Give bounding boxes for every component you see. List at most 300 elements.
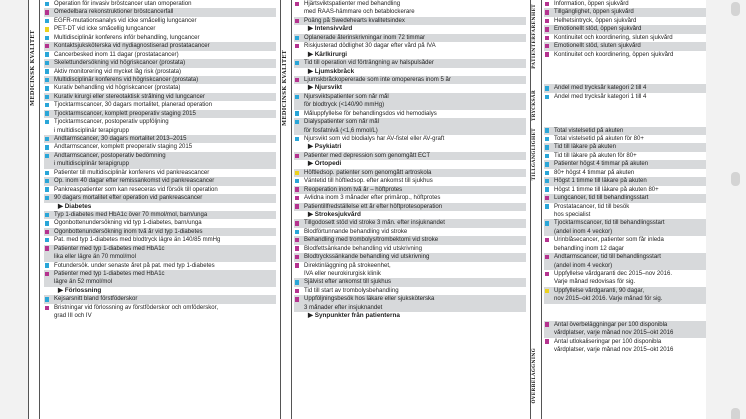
spacer-row bbox=[544, 59, 706, 67]
indicator-row bbox=[44, 211, 276, 219]
indicator-label: EGFR-mutationsanalys vid icke småcellig lungcancer bbox=[54, 17, 197, 24]
indicator-row bbox=[44, 160, 276, 168]
indicator-row bbox=[44, 304, 276, 312]
indicator-row bbox=[544, 346, 706, 354]
status-marker-icon bbox=[45, 137, 49, 141]
indicator-row bbox=[544, 211, 706, 219]
indicator-row bbox=[544, 0, 706, 8]
indicator-row bbox=[544, 236, 706, 244]
status-marker-icon bbox=[295, 196, 299, 200]
status-marker-icon bbox=[45, 120, 49, 124]
indicator-label: hos specialist bbox=[554, 211, 591, 218]
indicator-label: Helhetsintryck, öppen sjukvård bbox=[554, 17, 637, 24]
indicator-label: Avlidna inom 3 månader efter primärop., höftprotes bbox=[304, 195, 441, 202]
indicator-label: med RAAS-hämmare och betablockerare bbox=[304, 9, 415, 16]
indicator-row bbox=[544, 135, 706, 143]
indicator-label: Typ 1-diabetes med HbA1c över 70 mmol/mol, barn/unga bbox=[54, 211, 208, 218]
status-marker-icon bbox=[45, 187, 49, 191]
status-marker-icon bbox=[295, 255, 299, 259]
indicator-row bbox=[44, 262, 276, 270]
indicator-label: Väntetid till höftledsop. efter ankomst till sjukhus bbox=[304, 178, 433, 185]
indicator-row bbox=[544, 34, 706, 42]
status-marker-icon bbox=[295, 78, 299, 82]
indicator-row bbox=[294, 177, 526, 185]
indicator-row bbox=[44, 312, 276, 320]
section-heading bbox=[294, 68, 526, 76]
indicator-row bbox=[544, 143, 706, 151]
status-marker-icon bbox=[545, 221, 549, 225]
indicator-label: Ändtarmscancer, postoperativ bedömning bbox=[54, 152, 166, 159]
indicator-label: Patienter till multidisciplinär konferens vid pankreascancer bbox=[54, 169, 210, 176]
indicator-row bbox=[294, 127, 526, 135]
status-marker-icon bbox=[545, 128, 549, 132]
status-marker-icon bbox=[45, 103, 49, 107]
indicator-label: Op. inom 40 dagar efter remissankomst vid pankreascancer bbox=[54, 178, 215, 185]
indicator-row bbox=[44, 118, 276, 126]
indicator-label: Uppföljningsbesök hos läkare eller sjuksköterska bbox=[304, 296, 435, 303]
indicator-row bbox=[44, 59, 276, 67]
scroll-handle-bottom[interactable] bbox=[731, 408, 740, 419]
indicator-row bbox=[294, 304, 526, 312]
indicator-row bbox=[544, 321, 706, 329]
indicator-label: Blodtryckssänkande behandling vid utskrivning bbox=[304, 254, 430, 261]
status-marker-icon bbox=[45, 238, 49, 242]
indicator-label: (andel inom 4 veckor) bbox=[554, 228, 613, 235]
indicator-row bbox=[44, 169, 276, 177]
indicator-row bbox=[544, 127, 706, 135]
indicator-row bbox=[44, 51, 276, 59]
status-marker-icon bbox=[545, 27, 549, 31]
indicator-label: ▶ Diabetes bbox=[58, 202, 92, 210]
indicator-row bbox=[294, 93, 526, 101]
indicator-label: Tid till operation vid förträngning av halspulsåder bbox=[304, 60, 434, 67]
status-marker-icon bbox=[545, 44, 549, 48]
indicator-label: Tid till läkare på akuten bbox=[554, 144, 616, 151]
indicator-row bbox=[294, 270, 526, 278]
status-marker-icon bbox=[295, 289, 299, 293]
status-marker-icon bbox=[295, 171, 299, 175]
indicator-row bbox=[294, 278, 526, 286]
indicator-label: Antal utlokaliseringar per 100 disponibla bbox=[554, 338, 662, 345]
indicator-row bbox=[294, 194, 526, 202]
indicator-row bbox=[44, 93, 276, 101]
status-marker-icon bbox=[45, 246, 49, 250]
indicator-row bbox=[294, 0, 526, 8]
spacer-row bbox=[544, 312, 706, 320]
indicator-row bbox=[44, 17, 276, 25]
indicator-label: Prostatacancer, tid till besök bbox=[554, 203, 630, 210]
indicator-label: Total vistelsetid på akuten för 80+ bbox=[554, 136, 644, 142]
indicator-row bbox=[294, 135, 526, 143]
indicator-label: Emotionellt stöd, sluten sjukvård bbox=[554, 43, 641, 50]
indicator-label: 90 dagars mortalitet efter operation vid pankreascancer bbox=[54, 195, 203, 202]
indicator-label: Kurativ behandling vid högriskcancer (prostata) bbox=[54, 85, 181, 92]
indicator-row bbox=[544, 169, 706, 177]
indicator-row bbox=[44, 186, 276, 194]
indicator-label: nov 2015–okt 2016. Varje månad för sig. bbox=[554, 296, 663, 303]
indicator-label: ▶ Kärlkirurgi bbox=[308, 50, 348, 58]
indicator-row bbox=[544, 186, 706, 194]
status-marker-icon bbox=[295, 221, 299, 225]
indicator-row bbox=[544, 84, 706, 92]
indicator-row bbox=[44, 0, 276, 8]
indicator-label: Kontinuitet och koordinering, sluten sjukvård bbox=[554, 34, 673, 41]
indicator-label: Självist efter ankomst till sjukhus bbox=[304, 279, 392, 286]
indicator-label: lägre än 52 mmol/mol bbox=[54, 279, 113, 286]
indicator-label: Kontinuitet och koordinering, öppen sjukvård bbox=[554, 51, 674, 58]
indicator-label: Bristningar vid förlossning av förstföderskor och omföderskor, bbox=[54, 304, 219, 311]
indicator-row bbox=[544, 42, 706, 50]
status-marker-icon bbox=[295, 2, 299, 6]
indicator-row bbox=[544, 219, 706, 227]
status-marker-icon bbox=[45, 145, 49, 149]
col3-sidebar bbox=[530, 0, 542, 419]
indicator-label: ▶ Ortopedi bbox=[308, 160, 342, 168]
status-marker-icon bbox=[45, 306, 49, 310]
col1-section-label: MEDICINSK KVALITET bbox=[30, 30, 36, 106]
status-marker-icon bbox=[45, 213, 49, 217]
status-marker-icon bbox=[295, 280, 299, 284]
indicator-label: lika eller lägre än 70 mmol/mol bbox=[54, 254, 137, 261]
indicator-label: grad III och IV bbox=[54, 313, 92, 320]
spacer-row bbox=[544, 76, 706, 84]
indicator-label: Reoperation inom två år – höftprotes bbox=[304, 186, 403, 193]
status-marker-icon bbox=[45, 179, 49, 183]
indicator-label: Högst 1 timme till läkare på akuten bbox=[554, 178, 647, 185]
col3-section-label-trycksar: TRYCKSÅR bbox=[532, 90, 537, 122]
indicator-label: ▶ Förlossning bbox=[58, 286, 102, 294]
status-marker-icon bbox=[295, 61, 299, 65]
status-marker-icon bbox=[45, 111, 49, 115]
indicator-row bbox=[544, 287, 706, 295]
status-marker-icon bbox=[545, 171, 549, 175]
indicator-row bbox=[44, 295, 276, 303]
indicator-label: ▶ Njursvikt bbox=[308, 84, 343, 92]
indicator-row bbox=[44, 101, 276, 109]
status-marker-icon bbox=[45, 44, 49, 48]
status-marker-icon bbox=[545, 255, 549, 259]
indicator-row bbox=[44, 42, 276, 50]
indicator-row bbox=[44, 236, 276, 244]
indicator-label: Blodfettsänkande behandling vid utskrivning bbox=[304, 245, 422, 252]
status-marker-icon bbox=[45, 221, 49, 225]
indicator-label: Poäng på Swedehearts kvalitetsindex bbox=[304, 17, 405, 24]
indicator-row bbox=[544, 25, 706, 33]
indicator-label: ▶ Intensivvård bbox=[308, 25, 353, 33]
indicator-label: Ögonbottenundersökning inom två år vid typ 1-diabetes bbox=[54, 228, 203, 235]
indicator-row bbox=[544, 160, 706, 168]
status-marker-icon bbox=[545, 154, 549, 158]
indicator-row bbox=[294, 287, 526, 295]
indicator-row bbox=[544, 51, 706, 59]
indicator-label: Aktiv monitorering vid mycket låg risk (prostata) bbox=[54, 68, 182, 75]
status-marker-icon bbox=[45, 95, 49, 99]
indicator-row bbox=[294, 8, 526, 16]
indicator-row bbox=[294, 253, 526, 261]
indicator-label: ▶ Ljumskbråck bbox=[308, 67, 355, 75]
status-marker-icon bbox=[45, 52, 49, 56]
status-marker-icon bbox=[295, 120, 299, 124]
indicator-row bbox=[44, 253, 276, 261]
status-marker-icon bbox=[545, 196, 549, 200]
col1-indicator-list bbox=[44, 0, 276, 321]
indicator-row bbox=[44, 152, 276, 160]
indicator-row bbox=[294, 169, 526, 177]
indicator-label: Uppfyllelse vårdgaranti dec 2015–nov 2016. bbox=[554, 271, 672, 277]
indicator-row bbox=[544, 262, 706, 270]
indicator-label: Ljumskbråckopererade som inte omopereras inom 5 år bbox=[304, 76, 451, 83]
indicator-label: Direktinläggning på strokeenhet, bbox=[304, 262, 391, 269]
indicator-label: ▶ Synpunkter från patienterna bbox=[308, 312, 400, 320]
indicator-row bbox=[44, 84, 276, 92]
status-marker-icon bbox=[545, 10, 549, 14]
col3-indicator-list bbox=[544, 0, 706, 354]
status-marker-icon bbox=[45, 196, 49, 200]
indicator-label: Ändtarmscancer, 30 dagars mortalitet 2013–2015 bbox=[54, 136, 187, 142]
indicator-row bbox=[294, 42, 526, 50]
indicator-label: Tillgänglighet, öppen sjukvård bbox=[554, 9, 634, 16]
status-marker-icon bbox=[45, 10, 49, 14]
indicator-row bbox=[294, 203, 526, 211]
status-marker-icon bbox=[545, 179, 549, 183]
indicator-label: Multidisciplinär konferens inför behandling, lungcancer bbox=[54, 34, 200, 41]
status-marker-icon bbox=[545, 2, 549, 6]
indicator-label: Multidisciplinär konferens vid högriskcancer (prostata) bbox=[54, 76, 199, 83]
status-marker-icon bbox=[545, 272, 549, 276]
indicator-label: Måluppfyllelse för behandlingsdos vid hemodialys bbox=[304, 110, 437, 117]
indicator-label: IVA eller neurokirurgisk klinik bbox=[304, 271, 381, 277]
status-marker-icon bbox=[45, 19, 49, 23]
indicator-label: Kurativ kirurgi eller stereotaktisk strålning vid lungcancer bbox=[54, 93, 205, 100]
indicator-label: Kejsarsnitt bland förstföderskor bbox=[54, 296, 138, 303]
status-marker-icon bbox=[45, 230, 49, 234]
indicator-label: Riskjusterad dödlighet 30 dagar efter vård på IVA bbox=[304, 43, 436, 50]
status-marker-icon bbox=[295, 187, 299, 191]
indicator-label: Varje månad redovisas för sig. bbox=[554, 279, 636, 286]
indicator-label: för fosfatnivå (<1,6 mmol/L) bbox=[304, 127, 378, 134]
col3-section-label-tillganglighet: TILLGÄNGLIGHET bbox=[532, 128, 537, 181]
section-heading bbox=[294, 160, 526, 168]
status-marker-icon bbox=[45, 78, 49, 82]
indicator-row bbox=[44, 219, 276, 227]
indicator-label: i multidisciplinär terapigrupp bbox=[54, 127, 129, 134]
indicator-label: Antal överbeläggningar per 100 disponibla bbox=[554, 321, 668, 328]
indicator-label: vårdplatser, varje månad nov 2015–okt 2016 bbox=[554, 346, 674, 353]
spacer-row bbox=[544, 304, 706, 312]
indicator-row bbox=[294, 110, 526, 118]
status-marker-icon bbox=[45, 86, 49, 90]
status-marker-icon bbox=[45, 2, 49, 6]
indicator-row bbox=[544, 338, 706, 346]
indicator-label: Fotundersök. under senaste året på pat. med typ 1-diabetes bbox=[54, 262, 215, 269]
indicator-row bbox=[294, 245, 526, 253]
indicator-row bbox=[544, 93, 706, 101]
indicator-row bbox=[44, 68, 276, 76]
indicator-label: Tjocktarmscancer, 30 dagars mortalitet, planerad operation bbox=[54, 102, 212, 109]
indicator-row bbox=[44, 25, 276, 33]
section-heading bbox=[294, 84, 526, 92]
status-marker-icon bbox=[295, 238, 299, 242]
indicator-row bbox=[544, 17, 706, 25]
status-marker-icon bbox=[45, 27, 49, 31]
indicator-row bbox=[44, 135, 276, 143]
indicator-row bbox=[44, 110, 276, 118]
indicator-row bbox=[544, 245, 706, 253]
indicator-row bbox=[44, 228, 276, 236]
col2-indicator-list bbox=[294, 0, 526, 321]
status-marker-icon bbox=[545, 95, 549, 99]
indicator-row bbox=[44, 8, 276, 16]
indicator-label: ▶ Psykiatri bbox=[308, 143, 342, 151]
indicator-label: PET-DT vid icke småcellig lungcancer bbox=[54, 26, 156, 33]
status-marker-icon bbox=[545, 238, 549, 242]
status-marker-icon bbox=[295, 137, 299, 141]
status-marker-icon bbox=[545, 145, 549, 149]
indicator-label: Patienter med typ 1-diabetes med HbA1c bbox=[54, 245, 165, 252]
indicator-label: Patienter med typ 1-diabetes med HbA1c bbox=[54, 271, 165, 277]
status-marker-icon bbox=[545, 36, 549, 40]
indicator-row bbox=[294, 186, 526, 194]
indicator-label: Pankreaspatienter som kan reseceras vid försök till operation bbox=[54, 186, 218, 193]
status-marker-icon bbox=[545, 187, 549, 191]
indicator-label: Total vistelsetid på akuten bbox=[554, 127, 624, 134]
status-marker-icon bbox=[45, 297, 49, 301]
indicator-label: Tid till start av trombolysbehandling bbox=[304, 287, 399, 294]
indicator-row bbox=[294, 262, 526, 270]
indicator-label: Behandling med trombolys/trombektomi vid stroke bbox=[304, 237, 439, 244]
section-heading bbox=[294, 211, 526, 219]
indicator-label: Ändtarmscancer, komplett preoperativ staging 2015 bbox=[54, 144, 193, 151]
indicator-label: Tjocktarmscancer, komplett preoperativ staging 2015 bbox=[54, 110, 196, 117]
indicator-row bbox=[294, 228, 526, 236]
status-marker-icon bbox=[45, 154, 49, 158]
indicator-label: Ändtarmscancer, tid till behandlingsstart bbox=[554, 254, 661, 261]
col3-section-label-overbelaggning: ÖVERBELÄGGNING bbox=[532, 348, 537, 404]
indicator-label: Andel med trycksår kategori 2 till 4 bbox=[554, 85, 647, 92]
indicator-label: Information, öppen sjukvård bbox=[554, 1, 629, 7]
indicator-label: Patienter högst 4 timmar på akuten bbox=[554, 161, 649, 168]
indicator-row bbox=[544, 177, 706, 185]
section-heading bbox=[294, 51, 526, 59]
section-heading bbox=[44, 203, 276, 211]
indicator-row bbox=[44, 177, 276, 185]
indicator-label: Njursvikt som vid blodialys har AV-fistel eller AV-graft bbox=[304, 136, 445, 142]
indicator-row bbox=[544, 203, 706, 211]
status-marker-icon bbox=[295, 111, 299, 115]
indicator-label: ▶ Strokesjukvård bbox=[308, 210, 361, 218]
indicator-label: Njursviktspatienter som når mål bbox=[304, 93, 389, 100]
indicator-label: (andel inom 4 veckor) bbox=[554, 262, 613, 269]
indicator-row bbox=[294, 17, 526, 25]
status-marker-icon bbox=[295, 204, 299, 208]
indicator-row bbox=[544, 228, 706, 236]
status-marker-icon bbox=[295, 179, 299, 183]
indicator-label: Patientillfredställelse ett år efter höftprotesoperation bbox=[304, 203, 443, 210]
indicator-row bbox=[294, 118, 526, 126]
col2-sidebar bbox=[280, 0, 292, 419]
spacer-row bbox=[544, 110, 706, 118]
indicator-row bbox=[44, 127, 276, 135]
status-marker-icon bbox=[45, 272, 49, 276]
indicator-row bbox=[294, 59, 526, 67]
indicator-label: Kontaktsjuksköterska vid nydiagnostiserad prostatacancer bbox=[54, 43, 210, 50]
col1-sidebar bbox=[28, 0, 40, 419]
status-marker-icon bbox=[295, 95, 299, 99]
indicator-label: Hjärtsviktspatienter med behandling bbox=[304, 1, 401, 7]
indicator-label: Cancerbesked inom 11 dagar (prostatacancer) bbox=[54, 51, 179, 58]
indicator-label: Urinblåsecancer, patienter som får inleda bbox=[554, 237, 664, 244]
indicator-row bbox=[294, 76, 526, 84]
indicator-label: Tjocktarmscancer, postoperativ uppföljning bbox=[54, 119, 169, 126]
indicator-row bbox=[294, 295, 526, 303]
indicator-label: Tid till läkare på akuten för 80+ bbox=[554, 152, 637, 159]
indicator-label: Uppfyllelse vårdgaranti, 90 dagar, bbox=[554, 287, 645, 294]
indicator-row bbox=[294, 219, 526, 227]
indicator-label: Operation för invasiv bröstcancer utan omoperation bbox=[54, 1, 192, 7]
status-marker-icon bbox=[545, 162, 549, 166]
spacer-row bbox=[544, 118, 706, 126]
status-marker-icon bbox=[295, 44, 299, 48]
indicator-row bbox=[544, 278, 706, 286]
status-marker-icon bbox=[295, 263, 299, 267]
indicator-label: 80+ högst 4 timmar på akuten bbox=[554, 169, 635, 176]
indicator-label: för blodtryck (<140/90 mmHg) bbox=[304, 102, 385, 109]
col3-section-label-patient: PATIENTERFARENHET bbox=[532, 4, 537, 69]
indicator-row bbox=[544, 194, 706, 202]
status-marker-icon bbox=[295, 246, 299, 250]
status-marker-icon bbox=[545, 339, 549, 343]
status-marker-icon bbox=[295, 36, 299, 40]
status-marker-icon bbox=[45, 263, 49, 267]
indicator-label: Tillgodosett stöd vid stroke 3 mån. efter insjuknandet bbox=[304, 220, 445, 227]
indicator-row bbox=[44, 76, 276, 84]
indicator-label: behandling inom 12 dagar bbox=[554, 245, 624, 252]
indicator-label: Tjocktarmscancer, tid till behandlingsstart bbox=[554, 220, 665, 227]
indicator-row bbox=[44, 245, 276, 253]
indicator-label: vårdplatser, varje månad nov 2015–okt 2016 bbox=[554, 330, 674, 337]
col2-section-label: MEDICINSK KVALITET bbox=[282, 50, 288, 126]
indicator-label: Oplanerade återinskrivningar inom 72 timmar bbox=[304, 34, 425, 41]
section-heading bbox=[294, 25, 526, 33]
status-marker-icon bbox=[545, 322, 549, 326]
status-marker-icon bbox=[545, 19, 549, 23]
indicator-row bbox=[544, 152, 706, 160]
status-marker-icon bbox=[295, 19, 299, 23]
scroll-handle-top[interactable] bbox=[731, 2, 740, 16]
section-heading bbox=[294, 143, 526, 151]
indicator-label: Omedelbara rekonstruktioner bröstcancerfall bbox=[54, 9, 174, 16]
status-marker-icon bbox=[45, 61, 49, 65]
section-heading bbox=[44, 287, 276, 295]
indicator-row bbox=[294, 101, 526, 109]
indicator-row bbox=[294, 34, 526, 42]
indicator-label: Dialyspatienter som når mål bbox=[304, 119, 379, 126]
indicator-label: Pat. med typ 1-diabetes med blodtryck lägre än 140/85 mmHg bbox=[54, 237, 221, 244]
indicator-row bbox=[544, 270, 706, 278]
indicator-row bbox=[44, 143, 276, 151]
status-marker-icon bbox=[295, 230, 299, 234]
status-marker-icon bbox=[45, 69, 49, 73]
indicator-label: Ögonbottenundersökning vid typ 1-diabetes, barn/unga bbox=[54, 220, 202, 227]
indicator-label: Blodförtunnande behandling vid stroke bbox=[304, 228, 408, 235]
section-heading bbox=[294, 312, 526, 320]
spacer-row bbox=[544, 68, 706, 76]
indicator-label: Emotionellt stöd, öppen sjukvård bbox=[554, 26, 642, 33]
scroll-handle-middle[interactable] bbox=[731, 172, 740, 186]
status-marker-icon bbox=[545, 137, 549, 141]
indicator-label: Patienter med depression som genomgått ECT bbox=[304, 152, 431, 159]
indicator-label: 3 månader efter insjuknandet bbox=[304, 304, 383, 311]
